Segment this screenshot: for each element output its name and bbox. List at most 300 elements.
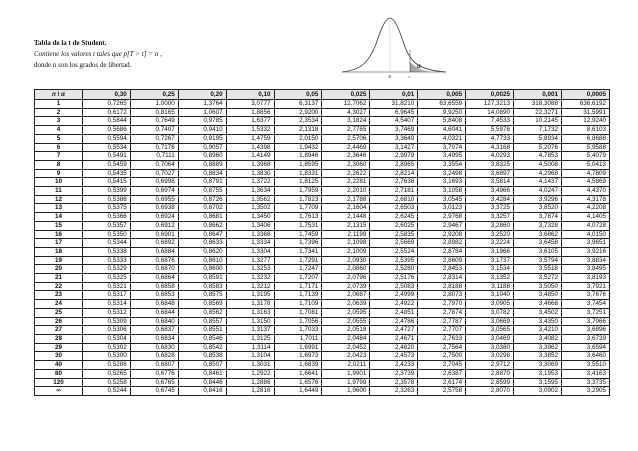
critical-value-cell: 0,6901 bbox=[130, 230, 178, 239]
critical-value-cell: 0,5309 bbox=[82, 317, 130, 326]
critical-value-cell: 3,4850 bbox=[514, 291, 562, 300]
critical-value-cell: 2,7638 bbox=[370, 178, 418, 187]
critical-value-cell: 1,8856 bbox=[226, 108, 274, 117]
t-label: t bbox=[408, 74, 410, 78]
critical-value-cell: 8,6103 bbox=[561, 126, 609, 135]
alpha-column-header: 0,025 bbox=[322, 90, 370, 100]
critical-value-cell: 0,5415 bbox=[82, 178, 130, 187]
critical-value-cell: 0,7265 bbox=[82, 100, 130, 109]
critical-value-cell: 0,5399 bbox=[82, 187, 130, 196]
critical-value-cell: 2,0860 bbox=[322, 265, 370, 274]
degrees-of-freedom-cell: 27 bbox=[35, 326, 83, 335]
intro-formula-line: Contiene los valores t tales que p[T > t] = α , bbox=[34, 50, 162, 58]
critical-value-cell: 1,3031 bbox=[226, 361, 274, 370]
alpha-label: α bbox=[417, 63, 422, 70]
critical-value-cell: 1,4398 bbox=[226, 143, 274, 152]
critical-value-cell: 1,7823 bbox=[274, 195, 322, 204]
alpha-column-header: 0,0025 bbox=[466, 90, 514, 100]
critical-value-cell: 3,5510 bbox=[561, 361, 609, 370]
critical-value-cell: 0,6998 bbox=[130, 178, 178, 187]
critical-value-cell: 3,1058 bbox=[418, 187, 466, 196]
critical-value-cell: 1,3104 bbox=[226, 352, 274, 361]
critical-value-cell: 22,3271 bbox=[514, 108, 562, 117]
table-row bbox=[35, 134, 610, 143]
alpha-column-header: 0,30 bbox=[82, 90, 130, 100]
alpha-column-header: 0,20 bbox=[178, 90, 226, 100]
critical-value-cell: 3,4163 bbox=[561, 369, 609, 378]
critical-value-cell: 0,5302 bbox=[82, 343, 130, 352]
critical-value-cell: 2,4233 bbox=[370, 361, 418, 370]
table-row bbox=[35, 100, 610, 109]
critical-value-cell: 2,4851 bbox=[370, 308, 418, 317]
critical-value-cell: 0,8557 bbox=[178, 317, 226, 326]
degrees-of-freedom-cell: 24 bbox=[35, 300, 83, 309]
critical-value-cell: 3,7251 bbox=[561, 308, 609, 317]
critical-value-cell: 1,0607 bbox=[178, 108, 226, 117]
critical-value-cell: 7,1732 bbox=[514, 126, 562, 135]
critical-value-cell: 2,1315 bbox=[322, 221, 370, 230]
corner-header: n \ α bbox=[35, 90, 83, 100]
critical-value-cell: 1,8946 bbox=[274, 152, 322, 161]
degrees-of-freedom-cell: ∞ bbox=[35, 387, 83, 396]
critical-value-cell: 0,6876 bbox=[130, 256, 178, 265]
degrees-of-freedom-cell: 120 bbox=[35, 378, 83, 387]
critical-value-cell: 2,8453 bbox=[418, 265, 466, 274]
critical-value-cell: 0,8461 bbox=[178, 369, 226, 378]
critical-value-cell: 4,6041 bbox=[418, 126, 466, 135]
critical-value-cell: 3,9296 bbox=[514, 195, 562, 204]
critical-value-cell: 0,5321 bbox=[82, 282, 130, 291]
critical-value-cell: 2,6503 bbox=[370, 204, 418, 213]
critical-value-cell: 0,5357 bbox=[82, 221, 130, 230]
critical-value-cell: 0,6844 bbox=[130, 308, 178, 317]
critical-value-cell: 2,6810 bbox=[370, 195, 418, 204]
critical-value-cell: 0,8755 bbox=[178, 187, 226, 196]
critical-value-cell: 4,1437 bbox=[514, 178, 562, 187]
critical-value-cell: 1,7613 bbox=[274, 213, 322, 222]
table-row bbox=[35, 352, 610, 361]
critical-value-cell: 0,6837 bbox=[130, 326, 178, 335]
critical-value-cell: 0,5312 bbox=[82, 308, 130, 317]
critical-value-cell: 2,9208 bbox=[418, 230, 466, 239]
critical-value-cell: 0,8507 bbox=[178, 361, 226, 370]
critical-value-cell: 6,9645 bbox=[370, 108, 418, 117]
degrees-of-freedom-cell: 15 bbox=[35, 221, 83, 230]
critical-value-cell: 3,1966 bbox=[466, 247, 514, 256]
critical-value-cell: 3,2905 bbox=[561, 387, 609, 396]
critical-value-cell: 0,6912 bbox=[130, 221, 178, 230]
critical-value-cell: 1,7056 bbox=[274, 317, 322, 326]
critical-value-cell: 636,6192 bbox=[561, 100, 609, 109]
table-row bbox=[35, 213, 610, 222]
critical-value-cell: 2,3739 bbox=[370, 369, 418, 378]
critical-value-cell: 3,1595 bbox=[514, 378, 562, 387]
critical-value-cell: 0,8591 bbox=[178, 274, 226, 283]
critical-value-cell: 5,9588 bbox=[561, 143, 609, 152]
critical-value-cell: 2,4671 bbox=[370, 334, 418, 343]
critical-value-cell: 2,3534 bbox=[274, 117, 322, 126]
critical-value-cell: 2,5835 bbox=[370, 230, 418, 239]
critical-value-cell: 3,7074 bbox=[418, 143, 466, 152]
critical-value-cell: 3,0123 bbox=[418, 204, 466, 213]
critical-value-cell: 2,0555 bbox=[322, 317, 370, 326]
critical-value-cell: 1,7531 bbox=[274, 221, 322, 230]
degrees-of-freedom-cell: 10 bbox=[35, 178, 83, 187]
critical-value-cell: 3,5050 bbox=[514, 282, 562, 291]
critical-value-cell: 5,5976 bbox=[466, 126, 514, 135]
critical-value-cell: 2,7765 bbox=[322, 126, 370, 135]
degrees-of-freedom-cell: 13 bbox=[35, 204, 83, 213]
degrees-of-freedom-cell: 2 bbox=[35, 108, 83, 117]
critical-value-cell: 1,6973 bbox=[274, 352, 322, 361]
critical-value-cell: 2,8073 bbox=[418, 291, 466, 300]
critical-value-cell: 2,1604 bbox=[322, 204, 370, 213]
critical-value-cell: 2,0150 bbox=[274, 134, 322, 143]
critical-value-cell: 5,8408 bbox=[418, 117, 466, 126]
table-title: Tabla de la t de Student. bbox=[34, 39, 107, 47]
table-row bbox=[35, 326, 610, 335]
table-body bbox=[35, 100, 610, 396]
critical-value-cell: 0,5300 bbox=[82, 352, 130, 361]
critical-value-cell: 0,9410 bbox=[178, 126, 226, 135]
degrees-of-freedom-cell: 21 bbox=[35, 274, 83, 283]
degrees-of-freedom-cell: 7 bbox=[35, 152, 83, 161]
table-row bbox=[35, 300, 610, 309]
critical-value-cell: 0,5329 bbox=[82, 265, 130, 274]
critical-value-cell: 4,7733 bbox=[466, 134, 514, 143]
critical-value-cell: 0,6848 bbox=[130, 300, 178, 309]
critical-value-cell: 5,2076 bbox=[514, 143, 562, 152]
critical-value-cell: 1,6449 bbox=[274, 387, 322, 396]
critical-value-cell: 1,3195 bbox=[226, 291, 274, 300]
critical-value-cell: 0,8600 bbox=[178, 265, 226, 274]
critical-value-cell: 4,4370 bbox=[561, 187, 609, 196]
critical-value-cell: 31,5991 bbox=[561, 108, 609, 117]
critical-value-cell: 4,0247 bbox=[514, 187, 562, 196]
critical-value-cell: 2,5706 bbox=[322, 134, 370, 143]
degrees-of-freedom-cell: 16 bbox=[35, 230, 83, 239]
critical-value-cell: 3,8834 bbox=[561, 256, 609, 265]
table-row bbox=[35, 387, 610, 396]
critical-value-cell: 3,6897 bbox=[466, 169, 514, 178]
critical-value-cell: 4,0321 bbox=[418, 134, 466, 143]
degrees-of-freedom-cell: 29 bbox=[35, 343, 83, 352]
critical-value-cell: 0,6955 bbox=[130, 195, 178, 204]
critical-value-cell: 0,5366 bbox=[82, 213, 130, 222]
critical-value-cell: 1,3232 bbox=[226, 274, 274, 283]
critical-value-cell: 2,1448 bbox=[322, 213, 370, 222]
critical-value-cell: 0,7267 bbox=[130, 134, 178, 143]
critical-value-cell: 3,7454 bbox=[561, 300, 609, 309]
critical-value-cell: 3,1534 bbox=[466, 265, 514, 274]
critical-value-cell: 1,3178 bbox=[226, 300, 274, 309]
critical-value-cell: 0,8726 bbox=[178, 195, 226, 204]
critical-value-cell: 3,0905 bbox=[466, 300, 514, 309]
critical-value-cell: 3,9216 bbox=[561, 247, 609, 256]
critical-value-cell: 0,6938 bbox=[130, 204, 178, 213]
critical-value-cell: 0,8446 bbox=[178, 378, 226, 387]
critical-value-cell: 2,4922 bbox=[370, 300, 418, 309]
critical-value-cell: 3,1953 bbox=[514, 369, 562, 378]
critical-value-cell: 2,0423 bbox=[322, 352, 370, 361]
critical-value-cell: 2,5280 bbox=[370, 265, 418, 274]
degrees-of-freedom-cell: 6 bbox=[35, 143, 83, 152]
critical-value-cell: 5,4079 bbox=[561, 152, 609, 161]
critical-value-cell: 63,6559 bbox=[418, 100, 466, 109]
critical-value-cell: 3,4966 bbox=[466, 187, 514, 196]
critical-value-cell: 2,7707 bbox=[418, 326, 466, 335]
critical-value-cell: 2,8070 bbox=[466, 387, 514, 396]
critical-value-cell: 2,7564 bbox=[418, 343, 466, 352]
critical-value-cell: 0,5375 bbox=[82, 204, 130, 213]
critical-value-cell: 3,3735 bbox=[561, 378, 609, 387]
critical-value-cell: 1,3634 bbox=[226, 187, 274, 196]
degrees-of-freedom-cell: 5 bbox=[35, 134, 83, 143]
critical-value-cell: 1,7109 bbox=[274, 300, 322, 309]
critical-value-cell: 1,3968 bbox=[226, 160, 274, 169]
critical-value-cell: 2,5176 bbox=[370, 274, 418, 283]
critical-value-cell: 2,3060 bbox=[322, 160, 370, 169]
critical-value-cell: 3,0777 bbox=[226, 100, 274, 109]
critical-value-cell: 3,7676 bbox=[561, 291, 609, 300]
critical-value-cell: 0,6807 bbox=[130, 361, 178, 370]
degrees-of-freedom-cell: 28 bbox=[35, 334, 83, 343]
critical-value-cell: 0,8633 bbox=[178, 239, 226, 248]
critical-value-cell: 0,8889 bbox=[178, 160, 226, 169]
table-row bbox=[35, 221, 610, 230]
critical-value-cell: 3,1693 bbox=[418, 178, 466, 187]
critical-value-cell: 2,0484 bbox=[322, 334, 370, 343]
critical-value-cell: 1,3253 bbox=[226, 265, 274, 274]
critical-value-cell: 2,0739 bbox=[322, 282, 370, 291]
critical-value-cell: 4,0293 bbox=[466, 152, 514, 161]
critical-value-cell: 3,0902 bbox=[514, 387, 562, 396]
critical-value-cell: 2,8609 bbox=[418, 256, 466, 265]
critical-value-cell: 2,7970 bbox=[418, 300, 466, 309]
critical-value-cell: 2,0518 bbox=[322, 326, 370, 335]
critical-value-cell: 2,6174 bbox=[418, 378, 466, 387]
critical-value-cell: 0,5350 bbox=[82, 230, 130, 239]
critical-value-cell: 1,2922 bbox=[226, 369, 274, 378]
critical-value-cell: 3,6896 bbox=[561, 326, 609, 335]
critical-value-cell: 2,2281 bbox=[322, 178, 370, 187]
critical-value-cell: 2,1009 bbox=[322, 247, 370, 256]
critical-value-cell: 4,1405 bbox=[561, 213, 609, 222]
degrees-of-freedom-cell: 40 bbox=[35, 361, 83, 370]
critical-value-cell: 3,0469 bbox=[466, 334, 514, 343]
critical-value-cell: 3,4502 bbox=[514, 308, 562, 317]
critical-value-cell: 4,5869 bbox=[561, 178, 609, 187]
degrees-of-freedom-cell: 17 bbox=[35, 239, 83, 248]
critical-value-cell: 1,5332 bbox=[226, 126, 274, 135]
critical-value-cell: 2,5758 bbox=[418, 387, 466, 396]
critical-value-cell: 1,4149 bbox=[226, 152, 274, 161]
critical-value-cell: 2,7787 bbox=[418, 317, 466, 326]
critical-value-cell: 4,3178 bbox=[561, 195, 609, 204]
critical-value-cell: 1,9600 bbox=[322, 387, 370, 396]
critical-value-cell: 2,1318 bbox=[274, 126, 322, 135]
table-row bbox=[35, 204, 610, 213]
critical-value-cell: 2,8188 bbox=[418, 282, 466, 291]
critical-value-cell: 2,7874 bbox=[418, 308, 466, 317]
table-row bbox=[35, 282, 610, 291]
critical-value-cell: 0,6172 bbox=[82, 108, 130, 117]
critical-value-cell: 0,6884 bbox=[130, 247, 178, 256]
critical-value-cell: 3,4284 bbox=[466, 195, 514, 204]
critical-value-cell: 2,0452 bbox=[322, 343, 370, 352]
critical-value-cell: 0,6892 bbox=[130, 239, 178, 248]
table-row bbox=[35, 239, 610, 248]
table-row bbox=[35, 178, 610, 187]
critical-value-cell: 0,7111 bbox=[130, 152, 178, 161]
critical-value-cell: 1,7396 bbox=[274, 239, 322, 248]
critical-value-cell: 6,8688 bbox=[561, 134, 609, 143]
critical-value-cell: 5,8934 bbox=[514, 134, 562, 143]
critical-value-cell: 0,8542 bbox=[178, 343, 226, 352]
critical-value-cell: 0,5286 bbox=[82, 361, 130, 370]
critical-value-cell: 2,2622 bbox=[322, 169, 370, 178]
zero-label: 0 bbox=[388, 74, 392, 78]
alpha-column-header: 0,05 bbox=[274, 90, 322, 100]
critical-value-cell: 0,7027 bbox=[130, 169, 178, 178]
critical-value-cell: 1,7207 bbox=[274, 274, 322, 283]
critical-value-cell: 1,3277 bbox=[226, 256, 274, 265]
table-row bbox=[35, 160, 610, 169]
critical-value-cell: 1,2816 bbox=[226, 387, 274, 396]
critical-value-cell: 0,5258 bbox=[82, 378, 130, 387]
critical-value-cell: 3,1427 bbox=[370, 143, 418, 152]
critical-value-cell: 0,5491 bbox=[82, 152, 130, 161]
critical-value-cell: 1,6641 bbox=[274, 369, 322, 378]
critical-value-cell: 0,8681 bbox=[178, 213, 226, 222]
table-row bbox=[35, 343, 610, 352]
table-row bbox=[35, 108, 610, 117]
critical-value-cell: 2,4469 bbox=[322, 143, 370, 152]
critical-value-cell: 3,7328 bbox=[514, 221, 562, 230]
critical-value-cell: 2,7045 bbox=[418, 361, 466, 370]
critical-value-cell: 3,1824 bbox=[322, 117, 370, 126]
critical-value-cell: 2,8784 bbox=[418, 247, 466, 256]
critical-value-cell: 3,4350 bbox=[514, 317, 562, 326]
critical-value-cell: 2,7181 bbox=[370, 187, 418, 196]
critical-value-cell: 2,4999 bbox=[370, 291, 418, 300]
critical-value-cell: 2,5395 bbox=[370, 256, 418, 265]
critical-value-cell: 0,8647 bbox=[178, 230, 226, 239]
critical-value-cell: 2,0687 bbox=[322, 291, 370, 300]
critical-value-cell: 2,1199 bbox=[322, 230, 370, 239]
critical-value-cell: 4,5407 bbox=[370, 117, 418, 126]
critical-value-cell: 0,6864 bbox=[130, 274, 178, 283]
critical-value-cell: 2,8314 bbox=[418, 274, 466, 283]
critical-value-cell: 0,5304 bbox=[82, 334, 130, 343]
critical-value-cell: 2,2010 bbox=[322, 187, 370, 196]
table-row bbox=[35, 291, 610, 300]
critical-value-cell: 3,0782 bbox=[466, 308, 514, 317]
degrees-of-freedom-cell: 9 bbox=[35, 169, 83, 178]
critical-value-cell: 2,0211 bbox=[322, 361, 370, 370]
critical-value-cell: 2,9712 bbox=[466, 361, 514, 370]
critical-value-cell: 1,3304 bbox=[226, 247, 274, 256]
critical-value-cell: 1,8331 bbox=[274, 169, 322, 178]
critical-value-cell: 0,5314 bbox=[82, 300, 130, 309]
critical-value-cell: 3,4995 bbox=[418, 152, 466, 161]
critical-value-cell: 3,7066 bbox=[561, 317, 609, 326]
critical-value-cell: 0,8569 bbox=[178, 300, 226, 309]
degrees-of-freedom-cell: 20 bbox=[35, 265, 83, 274]
critical-value-cell: 1,7033 bbox=[274, 326, 322, 335]
degrees-of-freedom-cell: 80 bbox=[35, 369, 83, 378]
table-row bbox=[35, 361, 610, 370]
critical-value-cell: 3,3257 bbox=[466, 213, 514, 222]
table-row bbox=[35, 378, 610, 387]
critical-value-cell: 0,6870 bbox=[130, 265, 178, 274]
critical-value-cell: 9,9250 bbox=[418, 108, 466, 117]
density-curve bbox=[342, 18, 446, 72]
critical-value-cell: 3,4082 bbox=[514, 334, 562, 343]
critical-value-cell: 0,7064 bbox=[130, 160, 178, 169]
critical-value-cell: 0,5459 bbox=[82, 160, 130, 169]
critical-value-cell: 6,3137 bbox=[274, 100, 322, 109]
critical-value-cell: 0,5534 bbox=[82, 143, 130, 152]
critical-value-cell: 2,1788 bbox=[322, 195, 370, 204]
critical-value-cell: 1,2886 bbox=[226, 378, 274, 387]
critical-value-cell: 3,3852 bbox=[514, 352, 562, 361]
critical-value-cell: 4,7853 bbox=[514, 152, 562, 161]
critical-value-cell: 3,5814 bbox=[466, 178, 514, 187]
critical-value-cell: 2,4727 bbox=[370, 326, 418, 335]
critical-value-cell: 2,3578 bbox=[370, 378, 418, 387]
critical-value-cell: 2,8870 bbox=[466, 369, 514, 378]
critical-value-cell: 0,6858 bbox=[130, 282, 178, 291]
critical-value-cell: 0,7176 bbox=[130, 143, 178, 152]
table-row bbox=[35, 369, 610, 378]
critical-value-cell: 0,7649 bbox=[130, 117, 178, 126]
critical-value-cell: 0,9195 bbox=[178, 134, 226, 143]
critical-value-cell: 4,7809 bbox=[561, 169, 609, 178]
critical-value-cell: 0,8538 bbox=[178, 352, 226, 361]
degrees-of-freedom-cell: 19 bbox=[35, 256, 83, 265]
critical-value-cell: 3,8325 bbox=[466, 160, 514, 169]
critical-value-cell: 3,1737 bbox=[466, 256, 514, 265]
critical-value-cell: 31,8210 bbox=[370, 100, 418, 109]
critical-value-cell: 4,0150 bbox=[561, 230, 609, 239]
degrees-of-freedom-cell: 23 bbox=[35, 291, 83, 300]
critical-value-cell: 3,3649 bbox=[370, 134, 418, 143]
critical-value-cell: 1,3406 bbox=[226, 221, 274, 230]
critical-value-cell: 0,8662 bbox=[178, 221, 226, 230]
critical-value-cell: 12,7062 bbox=[322, 100, 370, 109]
critical-value-cell: 1,6576 bbox=[274, 378, 322, 387]
critical-value-cell: 0,6840 bbox=[130, 317, 178, 326]
critical-value-cell: 1,3334 bbox=[226, 239, 274, 248]
critical-value-cell: 3,0669 bbox=[466, 317, 514, 326]
table-row bbox=[35, 247, 610, 256]
critical-value-cell: 3,1188 bbox=[466, 282, 514, 291]
critical-value-cell: 1,7139 bbox=[274, 291, 322, 300]
critical-value-cell: 2,6245 bbox=[370, 213, 418, 222]
critical-value-cell: 2,4573 bbox=[370, 352, 418, 361]
critical-value-cell: 1,6839 bbox=[274, 361, 322, 370]
critical-value-cell: 3,3069 bbox=[514, 361, 562, 370]
critical-value-cell: 0,8562 bbox=[178, 308, 226, 317]
critical-value-cell: 1,7459 bbox=[274, 230, 322, 239]
critical-value-cell: 1,6377 bbox=[226, 117, 274, 126]
critical-value-cell: 3,3962 bbox=[514, 343, 562, 352]
critical-value-cell: 0,5244 bbox=[82, 387, 130, 396]
critical-value-cell: 2,4620 bbox=[370, 343, 418, 352]
critical-value-cell: 0,6853 bbox=[130, 291, 178, 300]
intro-text bbox=[34, 38, 264, 71]
